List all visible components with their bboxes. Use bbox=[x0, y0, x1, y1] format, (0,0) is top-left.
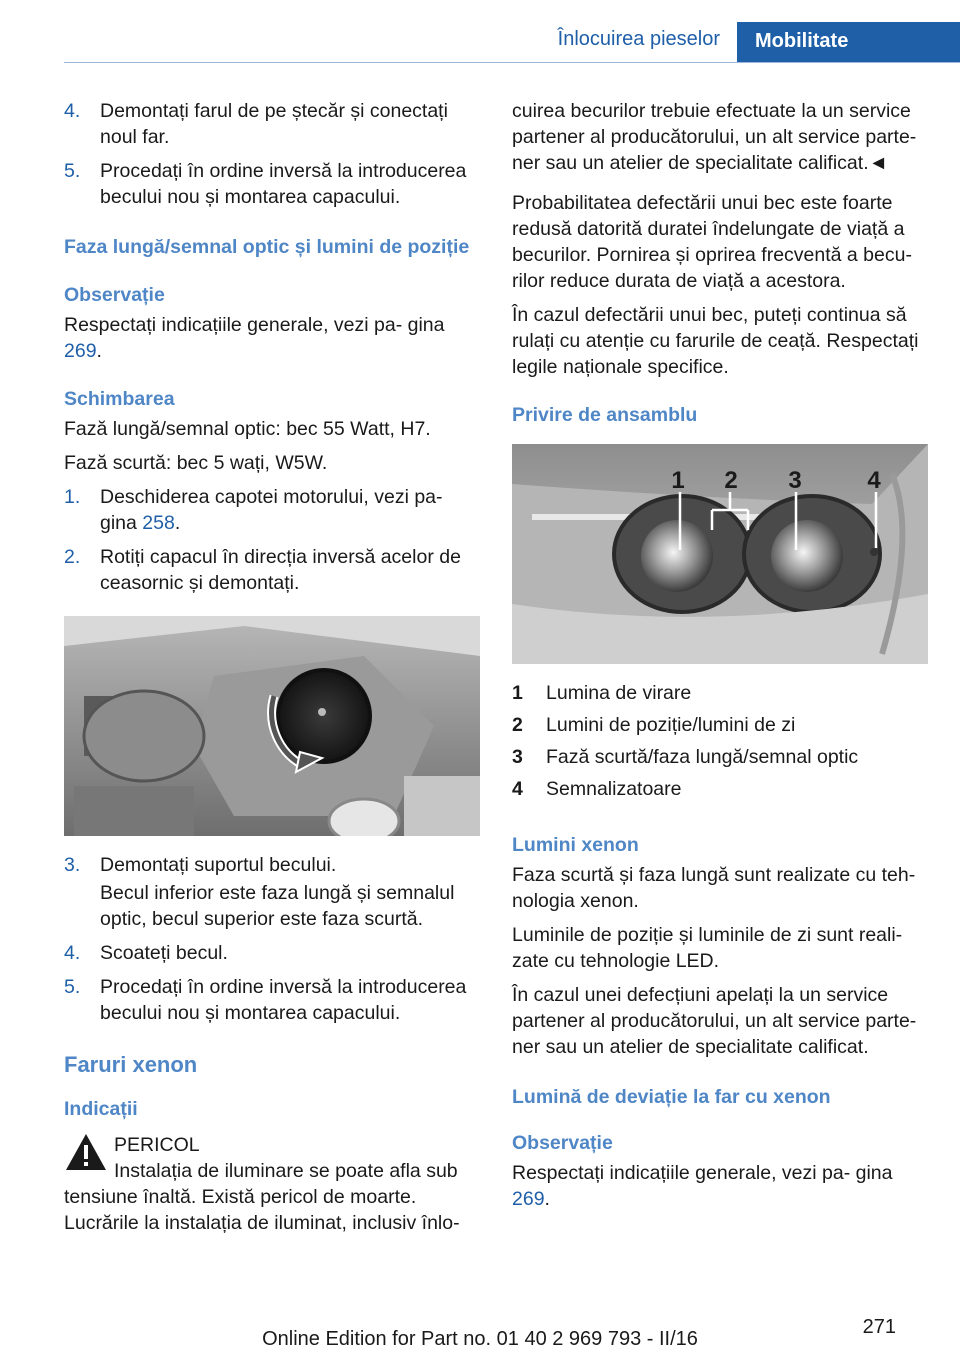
heading-observatie-2: Observație bbox=[512, 1132, 613, 1154]
legend-number: 3 bbox=[512, 746, 523, 768]
legend-text: Lumini de poziție/lumini de zi bbox=[546, 714, 796, 736]
heading-schimbarea: Schimbarea bbox=[64, 388, 175, 410]
legend-item bbox=[512, 680, 932, 706]
warning-triangle-icon bbox=[64, 1132, 108, 1179]
xenon-paragraph-2: Luminile de poziție și luminile de zi sunt reali‐ zate cu tehnologie LED. bbox=[512, 924, 903, 972]
xenon-paragraph-3: În cazul unei defecțiuni apelați la un service partener al producătorului, un alt service parte‐ ner sau un atelier de specialitate calificat. bbox=[512, 984, 917, 1058]
defect-paragraph: În cazul defectării unui bec, puteți continua să rulați cu atenție cu farurile de ceață. Respectați legile naționale specifice. bbox=[512, 304, 919, 378]
step-number: 4. bbox=[64, 100, 81, 122]
heading-faruri-xenon: Faruri xenon bbox=[64, 1052, 198, 1077]
legend-text: Lumina de virare bbox=[546, 682, 692, 704]
step-number: 2. bbox=[64, 546, 81, 568]
right-column bbox=[512, 98, 932, 1220]
step-number: 5. bbox=[64, 160, 81, 182]
heading-indicatii: Indicații bbox=[64, 1098, 138, 1120]
step-item bbox=[64, 98, 484, 150]
callout-2: 2 bbox=[724, 467, 738, 494]
heading-lumini-xenon: Lumini xenon bbox=[512, 834, 639, 856]
headlight-photo bbox=[512, 444, 928, 664]
bulb-spec-1: Fază lungă/semnal optic: bec 55 Watt, H7. bbox=[64, 418, 431, 440]
warning-title: PERICOL bbox=[114, 1134, 200, 1156]
legend-item bbox=[512, 712, 932, 738]
step-text: Procedați în ordine inversă la introducerea becului nou și montarea capacului. bbox=[100, 160, 467, 208]
step-text: Procedați în ordine inversă la introducerea becului nou și montarea capacului. bbox=[100, 976, 467, 1024]
callout-4: 4 bbox=[867, 467, 881, 494]
heading-observatie: Observație bbox=[64, 284, 165, 306]
page-link[interactable]: 258 bbox=[142, 512, 175, 534]
legend-text: Semnalizatoare bbox=[546, 778, 682, 800]
probability-paragraph: Probabilitatea defectării unui bec este foarte redusă datorită duratei îndelungate de viață a becurilor. Pornirea și oprirea frecventă a becu‐ rilor reduce durata de viață a acestora. bbox=[512, 192, 912, 292]
continued-text: cuirea becurilor trebuie efectuate la un service partener al producătorului, un alt service parte‐ ner sau un atelier de specialitate calificat.◄ bbox=[512, 100, 917, 174]
step-number: 1. bbox=[64, 486, 81, 508]
running-header-tab: Mobilitate bbox=[737, 22, 960, 63]
step-item bbox=[64, 158, 484, 210]
step-item bbox=[64, 974, 484, 1026]
legend-item bbox=[512, 744, 932, 770]
page-number: 271 bbox=[862, 1316, 896, 1338]
step-number: 5. bbox=[64, 976, 81, 998]
observation-text: Respectați indicațiile generale, vezi pa‐ gina 269. bbox=[64, 314, 445, 362]
left-column bbox=[64, 98, 484, 1236]
step-number: 4. bbox=[64, 942, 81, 964]
step-text: Rotiți capacul în direcția inversă acelor de ceasornic și demontați. bbox=[100, 546, 461, 594]
running-header-section: Înlocuirea pieselor bbox=[557, 28, 720, 50]
engine-bay-photo bbox=[64, 616, 480, 836]
step-text: Scoateți becul. bbox=[100, 942, 228, 964]
header-rule bbox=[64, 62, 960, 63]
step-text: Demontați suportul becului. bbox=[100, 854, 337, 876]
legend-item bbox=[512, 776, 932, 802]
step-item bbox=[64, 544, 484, 596]
step-text: Demontați farul de pe ștecăr și conectați noul far. bbox=[100, 100, 448, 148]
step-item bbox=[64, 484, 484, 536]
legend-number: 1 bbox=[512, 682, 523, 704]
danger-warning bbox=[64, 1132, 484, 1158]
step-item bbox=[64, 852, 484, 878]
bulb-spec-2: Fază scurtă: bec 5 wați, W5W. bbox=[64, 452, 328, 474]
observation-text-2: Respectați indicațiile generale, vezi pa‐ gina 269. bbox=[512, 1162, 893, 1210]
page-link[interactable]: 269 bbox=[512, 1188, 545, 1210]
legend-number: 2 bbox=[512, 714, 523, 736]
step-item bbox=[64, 940, 484, 966]
step-number: 3. bbox=[64, 854, 81, 876]
legend-text: Fază scurtă/faza lungă/semnal optic bbox=[546, 746, 859, 768]
callout-3: 3 bbox=[788, 467, 802, 494]
heading-privire: Privire de ansamblu bbox=[512, 404, 698, 426]
callout-1: 1 bbox=[671, 467, 685, 494]
heading-lumina-deviatie: Lumină de deviație la far cu xenon bbox=[512, 1086, 831, 1108]
warning-text: Instalația de iluminare se poate afla sub tensiune înaltă. Există pericol de moarte. Lucrările la instalația de iluminat, inclusiv înlo‐ bbox=[64, 1160, 460, 1234]
step-text: Deschiderea capotei motorului, vezi pa‐ gina 258. bbox=[100, 486, 443, 534]
heading-faza-lunga: Faza lungă/semnal optic și lumini de poziție bbox=[64, 236, 470, 258]
legend-number: 4 bbox=[512, 778, 523, 800]
xenon-paragraph-1: Faza scurtă și faza lungă sunt realizate cu teh‐ nologia xenon. bbox=[512, 864, 916, 912]
edition-footer: Online Edition for Part no. 01 40 2 969 793 - II/16 bbox=[262, 1328, 698, 1350]
step-continuation: Becul inferior este faza lungă și semnalul optic, becul superior este faza scurtă. bbox=[100, 882, 455, 930]
page-link[interactable]: 269 bbox=[64, 340, 97, 362]
